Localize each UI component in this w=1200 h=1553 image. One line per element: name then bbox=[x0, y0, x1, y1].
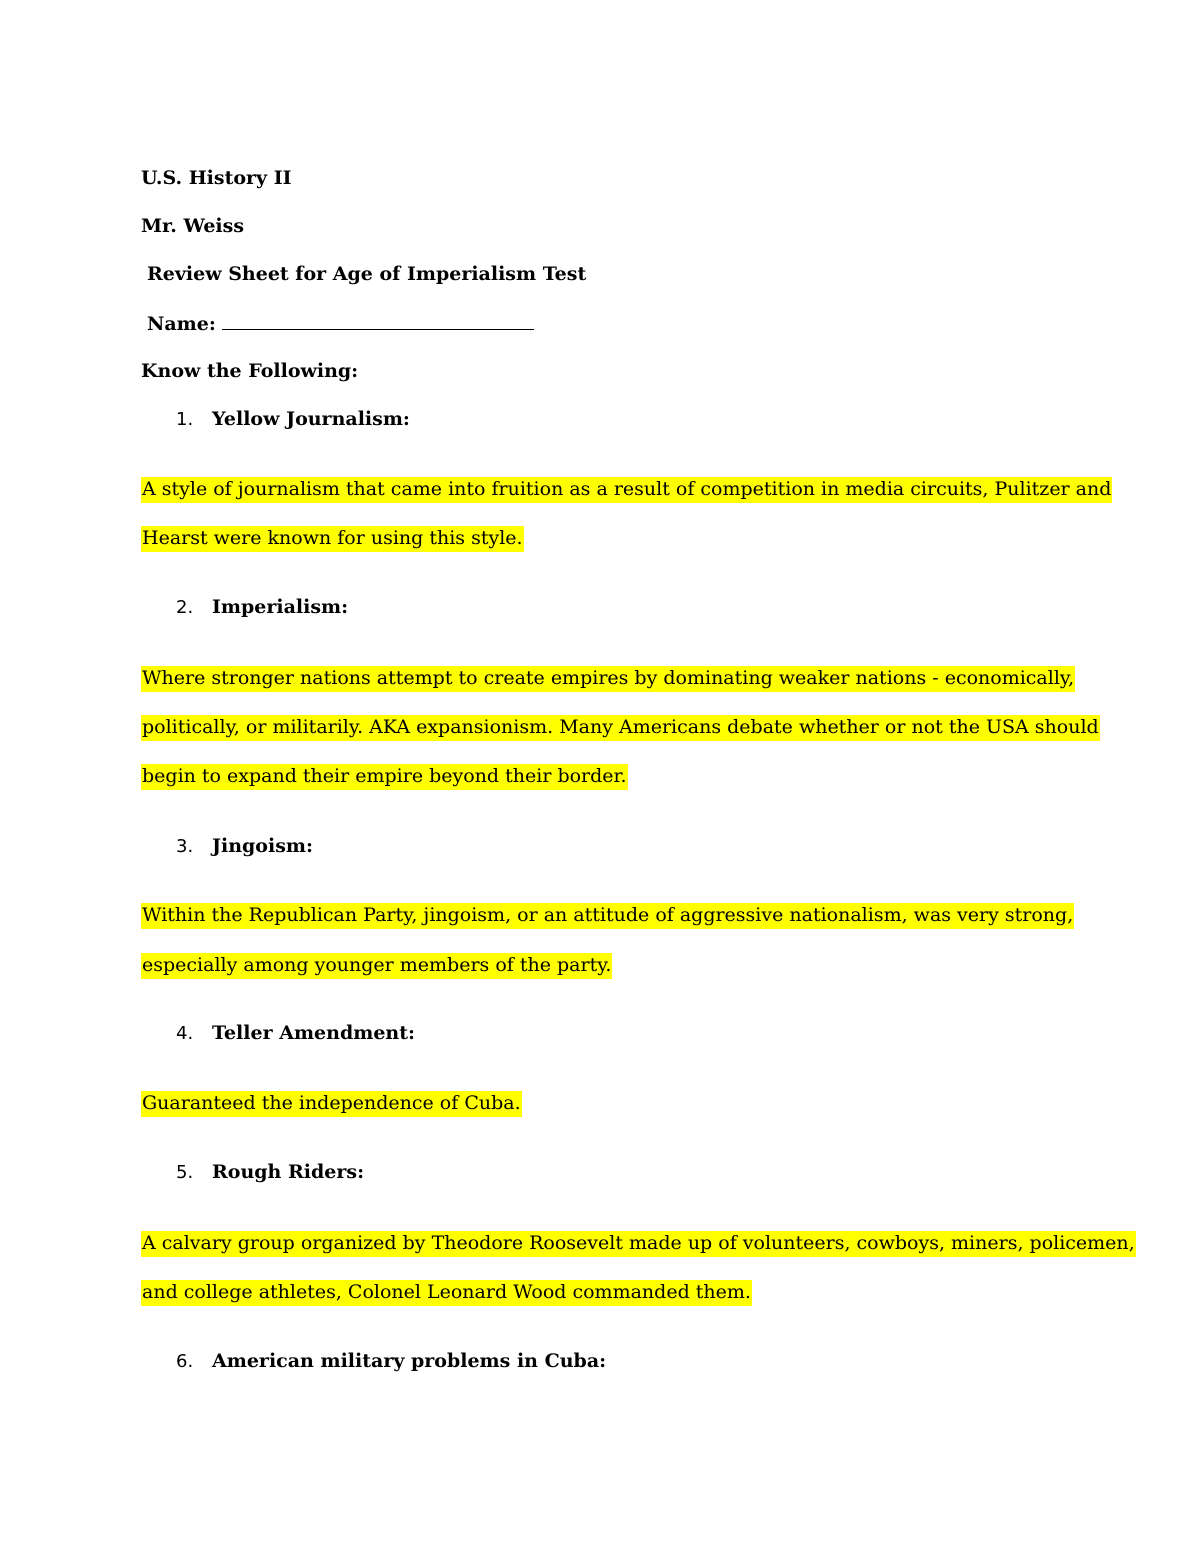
answer-line bbox=[141, 666, 1075, 690]
name-field[interactable] bbox=[147, 311, 534, 336]
item-number: 5. bbox=[176, 1162, 194, 1183]
answer-line bbox=[141, 1231, 1136, 1255]
highlighted-text: Within the Republican Party, jingoism, or an attitude of aggressive nationalism, was very strong, bbox=[141, 903, 1074, 929]
highlighted-text: Hearst were known for using this style. bbox=[141, 526, 524, 552]
item-number: 2. bbox=[176, 597, 194, 618]
highlighted-text: Guaranteed the independence of Cuba. bbox=[141, 1091, 522, 1117]
answer-line bbox=[141, 1091, 522, 1115]
item-term: Yellow Journalism: bbox=[212, 408, 410, 430]
highlighted-text: Where stronger nations attempt to create empires by dominating weaker nations - economically, bbox=[141, 666, 1075, 692]
answer-line bbox=[141, 715, 1100, 739]
answer-line bbox=[141, 526, 524, 550]
answer-line bbox=[141, 903, 1074, 927]
item-term: Teller Amendment: bbox=[212, 1022, 416, 1044]
highlighted-text: and college athletes, Colonel Leonard Wood commanded them. bbox=[141, 1280, 752, 1306]
course-title: U.S. History II bbox=[141, 167, 292, 189]
answer-line bbox=[141, 1280, 752, 1304]
name-blank-line[interactable] bbox=[222, 311, 534, 330]
list-item bbox=[176, 595, 348, 620]
highlighted-text: A style of journalism that came into fruition as a result of competition in media circuits, Pulitzer and bbox=[141, 477, 1112, 503]
item-term: Jingoism: bbox=[212, 835, 314, 857]
sheet-title: Review Sheet for Age of Imperialism Test bbox=[147, 263, 587, 285]
answer-line bbox=[141, 477, 1112, 501]
item-term: Rough Riders: bbox=[212, 1161, 365, 1183]
list-item bbox=[176, 1021, 415, 1046]
answer-line bbox=[141, 764, 628, 788]
item-term: American military problems in Cuba: bbox=[212, 1350, 607, 1372]
highlighted-text: begin to expand their empire beyond their border. bbox=[141, 764, 628, 790]
item-term: Imperialism: bbox=[212, 596, 349, 618]
list-item bbox=[176, 834, 313, 859]
teacher-name: Mr. Weiss bbox=[141, 215, 245, 237]
list-item bbox=[176, 1349, 606, 1374]
instructions: Know the Following: bbox=[141, 360, 359, 382]
highlighted-text: A calvary group organized by Theodore Roosevelt made up of volunteers, cowboys, miners, policemen, bbox=[141, 1231, 1136, 1257]
list-item bbox=[176, 1160, 364, 1185]
answer-line bbox=[141, 953, 612, 977]
item-number: 3. bbox=[176, 836, 194, 857]
highlighted-text: politically, or militarily. AKA expansionism. Many Americans debate whether or not the USA should bbox=[141, 715, 1100, 741]
item-number: 4. bbox=[176, 1023, 194, 1044]
item-number: 1. bbox=[176, 409, 194, 430]
list-item bbox=[176, 407, 410, 432]
highlighted-text: especially among younger members of the party. bbox=[141, 953, 612, 979]
item-number: 6. bbox=[176, 1351, 194, 1372]
name-label: Name: bbox=[147, 313, 216, 335]
